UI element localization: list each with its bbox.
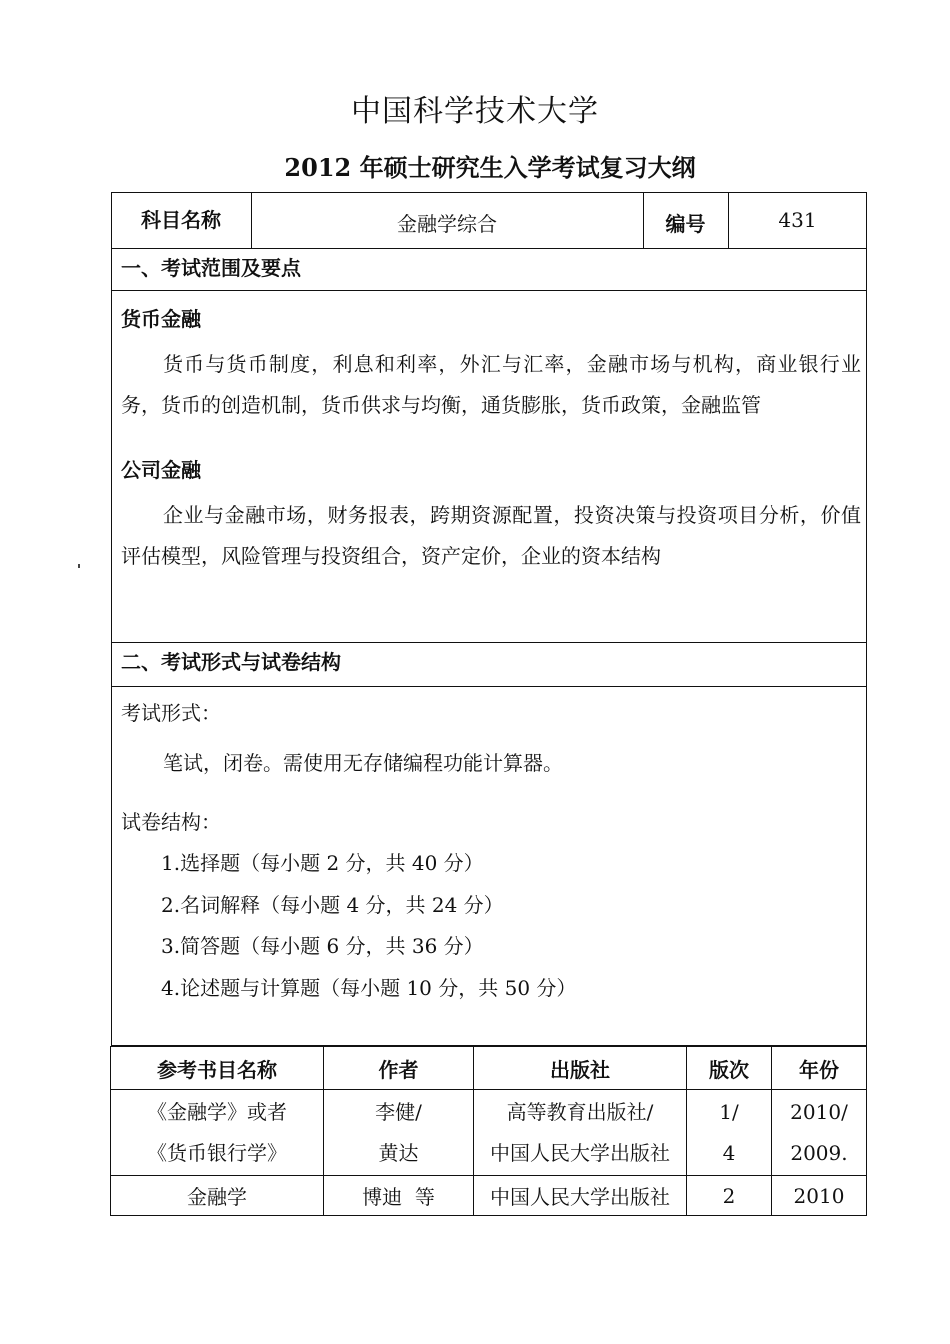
exam-form-label: 考试形式： — [121, 701, 221, 725]
cell-author: 李健/ 黄达 — [324, 1090, 474, 1176]
block-text-corporate-finance: 企业与金融市场，财务报表，跨期资源配置，投资决策与投资项目分析，价值评估模型，风险管理与投资组合，资产定价，企业的资本结构 — [121, 503, 861, 568]
col-header-year: 年份 — [772, 1047, 867, 1090]
subject-name-label: 科目名称 — [141, 208, 221, 232]
structure-item: 2.名词解释（每小题 4 分，共 24 分） — [161, 893, 504, 917]
cell-book-title: 《金融学》或者 《货币银行学》 — [111, 1090, 324, 1176]
scan-speck — [78, 564, 80, 568]
document-subtitle: 2012 年硕士研究生入学考试复习大纲 — [284, 153, 696, 182]
cell-year: 2010/ 2009. — [772, 1090, 867, 1176]
col-header-edition: 版次 — [687, 1047, 772, 1090]
block-title-corporate-finance: 公司金融 — [121, 458, 201, 482]
subject-code-label: 编号 — [665, 212, 706, 236]
block-text-monetary-finance: 货币与货币制度，利息和利率，外汇与汇率，金融市场与机构，商业银行业务，货币的创造机制，货币供求与均衡，通货膨胀，货币政策，金融监管 — [121, 352, 861, 417]
col-header-book-title: 参考书目名称 — [111, 1047, 324, 1090]
cell-publisher: 高等教育出版社/ 中国人民大学出版社 — [474, 1090, 687, 1176]
cell-edition: 1/ 4 — [687, 1090, 772, 1176]
subject-name-value: 金融学综合 — [397, 212, 497, 236]
exam-form-text: 笔试，闭卷。需使用无存储编程功能计算器。 — [163, 751, 563, 775]
table-header-row — [111, 1047, 867, 1090]
col-header-author: 作者 — [324, 1047, 474, 1090]
col-header-publisher: 出版社 — [474, 1047, 687, 1090]
divider — [111, 642, 867, 643]
divider — [111, 290, 867, 291]
divider — [111, 686, 867, 687]
cell-edition: 2 — [687, 1176, 772, 1216]
divider — [111, 248, 867, 249]
table-row — [111, 1176, 867, 1216]
section-1-heading: 一、考试范围及要点 — [121, 256, 301, 280]
paper-structure-label: 试卷结构： — [121, 810, 221, 834]
section-2-heading: 二、考试形式与试卷结构 — [121, 650, 341, 674]
structure-item: 3.简答题（每小题 6 分，共 36 分） — [161, 934, 484, 958]
table-row — [111, 1090, 867, 1176]
cell-author: 博迪 等 — [324, 1176, 474, 1216]
cell-publisher: 中国人民大学出版社 — [474, 1176, 687, 1216]
structure-item: 1.选择题（每小题 2 分，共 40 分） — [161, 851, 484, 875]
block-title-monetary-finance: 货币金融 — [121, 307, 201, 331]
cell-book-title: 金融学 — [111, 1176, 324, 1216]
subject-code-value: 431 — [778, 208, 817, 232]
structure-item: 4.论述题与计算题（每小题 10 分，共 50 分） — [161, 976, 577, 1000]
reference-table — [110, 1046, 867, 1216]
document-title: 中国科学技术大学 — [351, 94, 599, 129]
cell-year: 2010 — [772, 1176, 867, 1216]
